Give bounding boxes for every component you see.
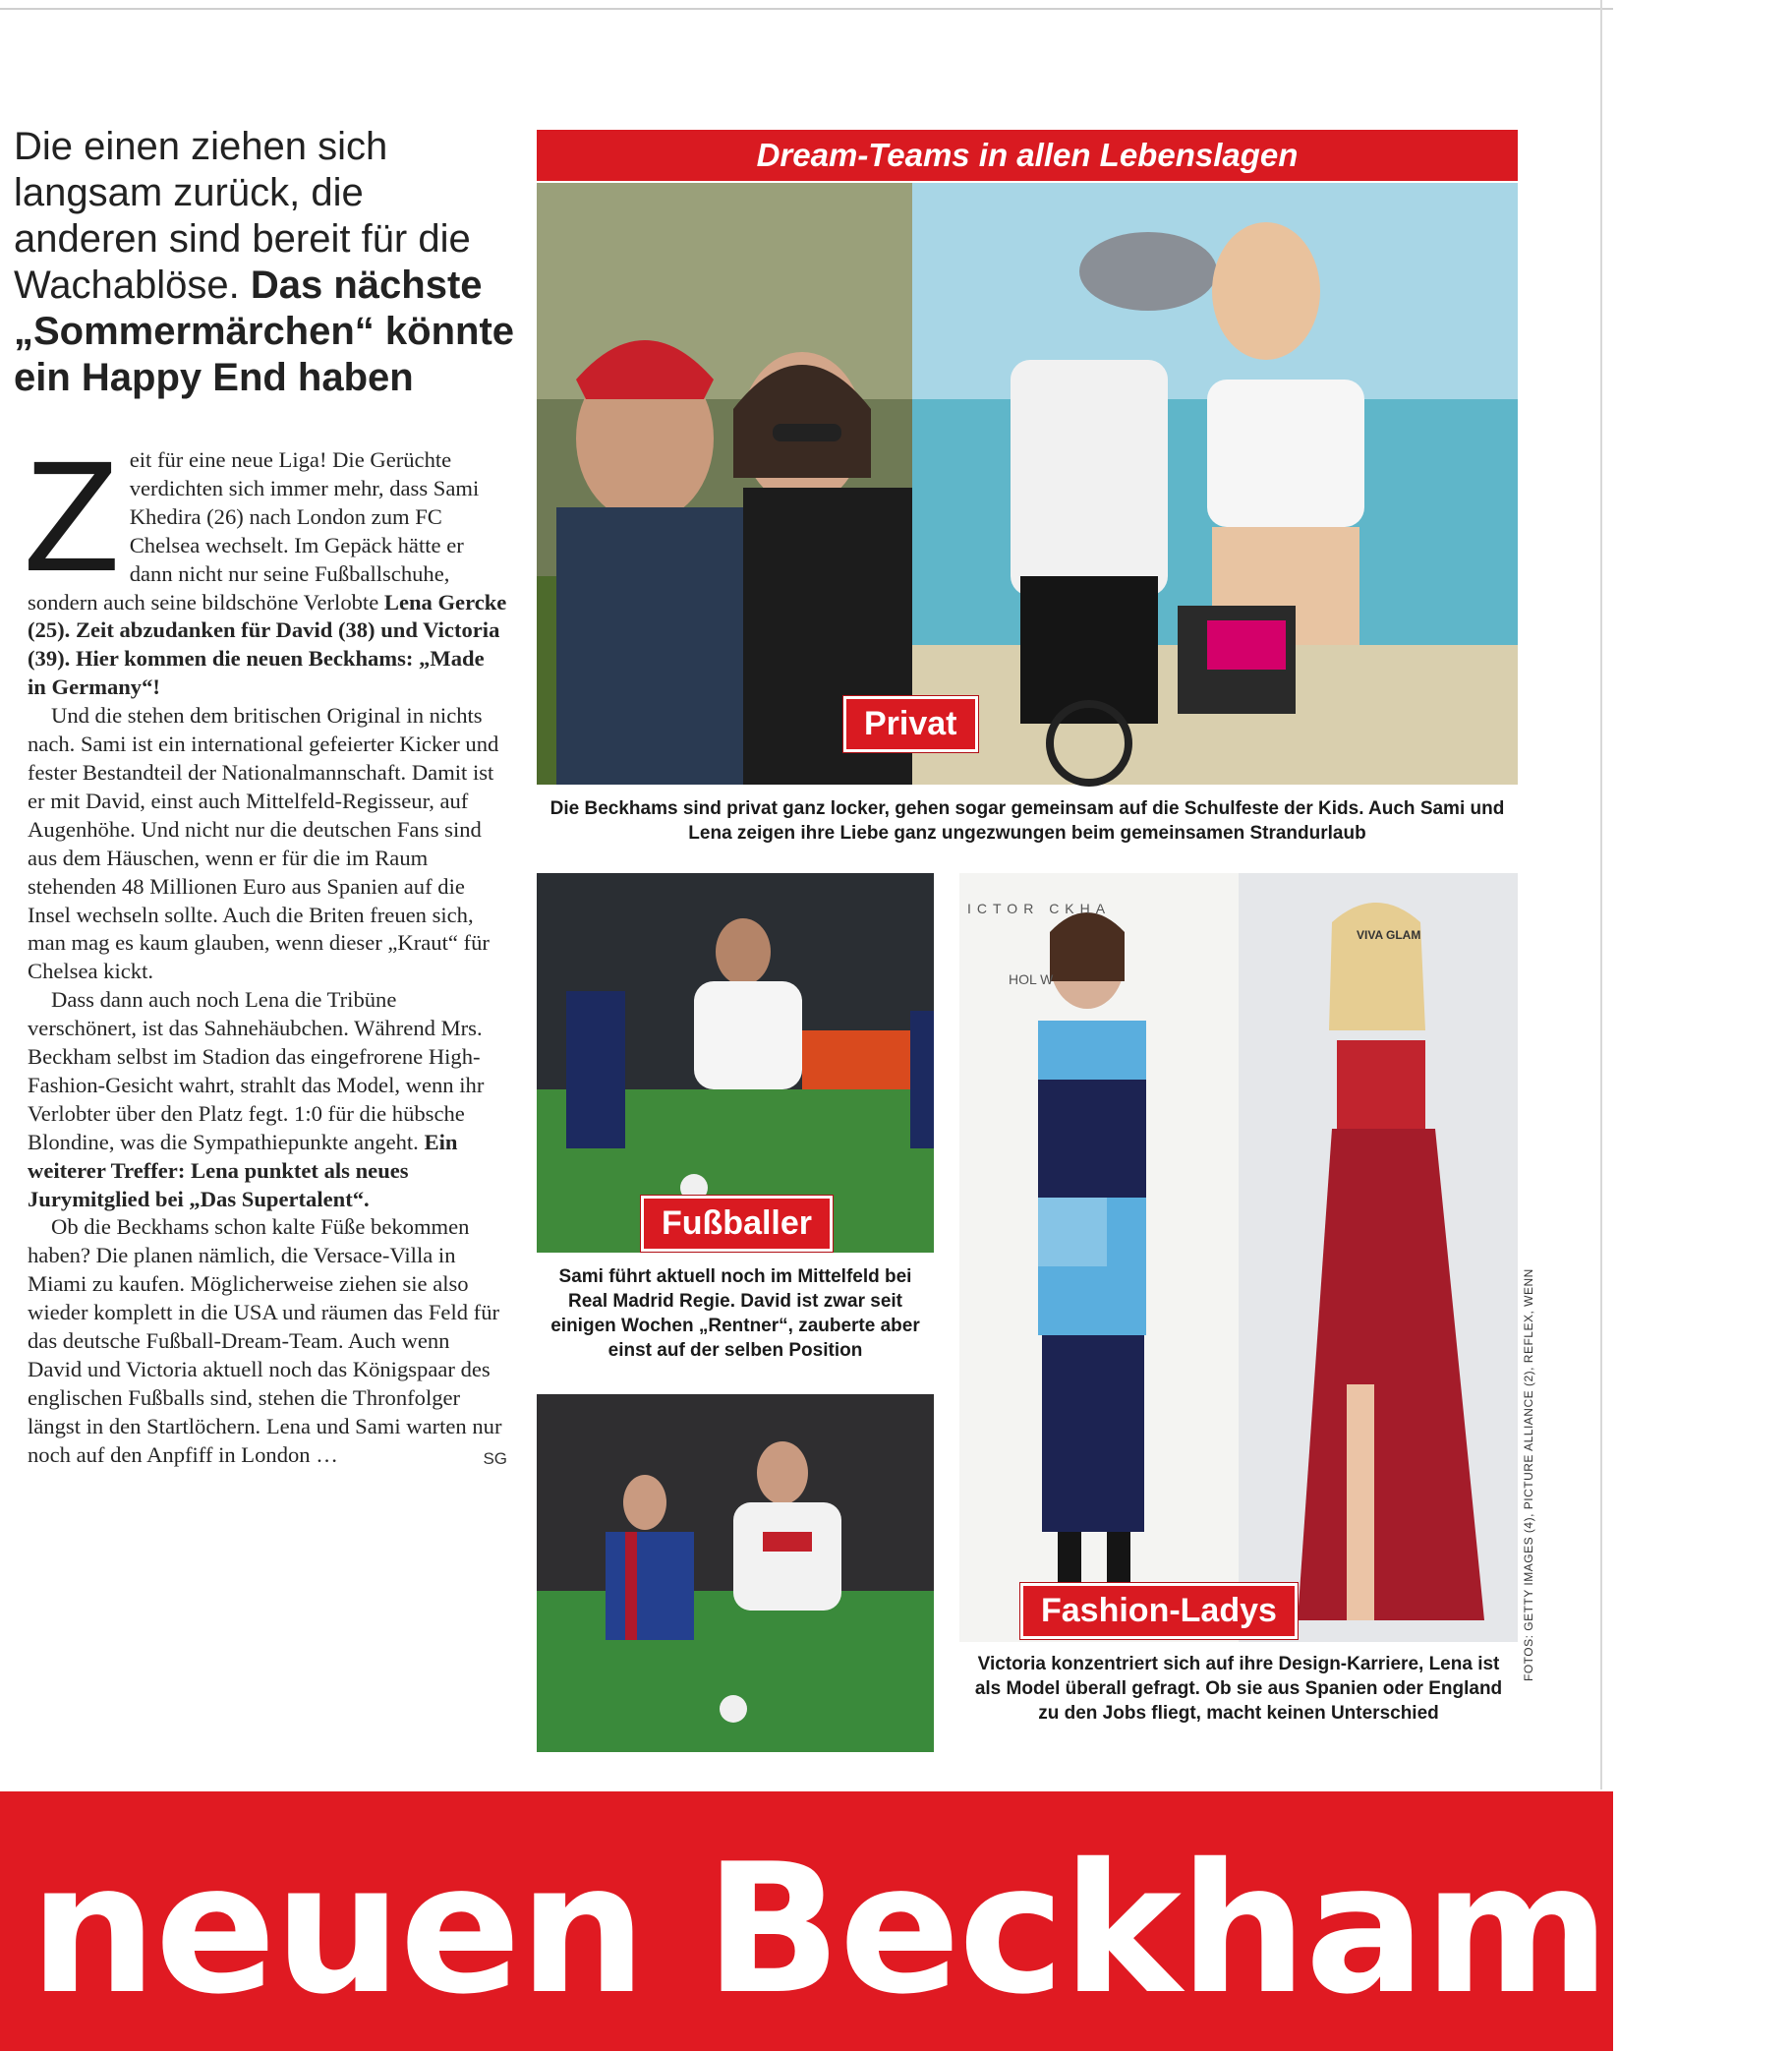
caption-fashion: Victoria konzentriert sich auf ihre Design-Karriere, Lena ist als Model überall gefragt. Ob sie aus Spanien oder England zu den Jobs fliegt, macht keinen Unterschied [974, 1654, 1503, 1724]
viva-glam-label: VIVA GLAM [1357, 928, 1421, 942]
tag-fashion-ladys: Fashion-Ladys [1020, 1583, 1298, 1639]
photo-beckham-psg [537, 1394, 934, 1752]
backdrop-text-top: ICTOR CKHA [967, 901, 1112, 916]
backdrop-text-mid: HOL W [1009, 971, 1054, 987]
tag-fussballer: Fußballer [641, 1196, 833, 1252]
paragraph-3 [28, 986, 507, 1213]
deck-light: Die einen ziehen sich langsam zurück, die anderen sind bereit für die Wachablöse. [14, 125, 471, 307]
paragraph-2: Und die stehen dem britischen Original in nichts nach. Sami ist ein international gefeierter Kicker und fester Bestandteil der Nationalmannschaft. Damit ist er mit David, einst auch Mittelfeld-Regisseur, auf Augenhöhe. Und nicht nur die deutschen Fans sind aus dem Häuschen, wenn er für die im Raum stehenden 48 Millionen Euro aus Spanien auf die Insel wechseln sollte. Auch die Briten freuen sich, man mag es kaum glauben, wenn dieser „Kraut“ für Chelsea kickt. [28, 703, 499, 984]
paragraph-4 [28, 1213, 507, 1469]
drop-cap: Z [24, 428, 120, 604]
p4-text: Ob die Beckhams schon kalte Füße bekommen haben? Die planen nämlich, die Versace-Villa in Miami zu kaufen. Möglicherweise ziehen sie also wieder komplett in die USA und räumen das Feld für das deutsche Fußball-Dream-Team. Auch wenn David und Victoria aktuell noch das Königspaar des englischen Fußballs sind, stehen die Thronfolger längst in den Startlöchern. Lena und Sami warten nur noch auf den Anpfiff in London … [28, 1214, 502, 1467]
p1-bold-end: Zeit abzudanken für David (38) und Victoria (39). Hier kommen die neuen Beckhams: „Made in Germany“! [28, 617, 500, 700]
photo-credit: FOTOS: GETTY IMAGES (4), PICTURE ALLIANCE (2), REFLEX, WENN [1522, 1268, 1535, 1681]
photo-sami-lena-beach [912, 183, 1518, 785]
caption-privat: Die Beckhams sind privat ganz locker, gehen sogar gemeinsam auf die Schulfeste der Kids. Auch Sami und Lena zeigen ihre Liebe ganz ungezwungen beim gemeinsamen Strandurlaub [549, 798, 1505, 844]
p1-text: eit für eine neue Liga! Die Gerüchte verdichten sich immer mehr, dass Sami Khedira (26) nach London zum FC Chelsea wechselt. Im Gepäck hätte er dann nicht nur seine Fußballschuhe, sondern auch seine bildschöne Verlobte [28, 447, 480, 615]
headline: neuen Beckhams! [29, 1825, 1792, 2033]
paragraph-1 [24, 428, 507, 702]
author-signature: SG [483, 1448, 507, 1468]
p3-bold: Ein weiterer Treffer: Lena punktet als neues Jurymitglied bei „Das Supertalent“. [28, 1129, 458, 1211]
top-rule [0, 8, 1613, 10]
section-banner: Dream-Teams in allen Lebenslagen [537, 130, 1518, 181]
photo-lena [1239, 873, 1518, 1642]
p3-text: Dass dann auch noch Lena die Tribüne verschönert, ist das Sahnehäubchen. Während Mrs. Beckham selbst im Stadion das eingefrorene High-Fashion-Gesicht wahrt, strahlt das Model, wenn ihr Verlobter über den Platz fegt. 1:0 für die hübsche Blondine, was die Sympathiepunkte angeht. [28, 987, 485, 1154]
deck-bold: Das nächste „Sommermärchen“ könnte ein Happy End haben [14, 264, 515, 399]
caption-fussballer: Sami führt aktuell noch im Mittelfeld bei Real Madrid Regie. David ist zwar seit einigen Wochen „Rentner“, zauberte aber einst auf der selben Position [550, 1266, 920, 1361]
photo-beckhams-couple [537, 183, 912, 785]
photo-victoria [959, 873, 1239, 1642]
intro-deck [14, 124, 515, 401]
article-body [24, 428, 507, 1474]
p1-name: Lena Gercke (25). [28, 589, 507, 643]
tag-privat: Privat [843, 696, 978, 752]
page-edge [1600, 0, 1602, 1789]
